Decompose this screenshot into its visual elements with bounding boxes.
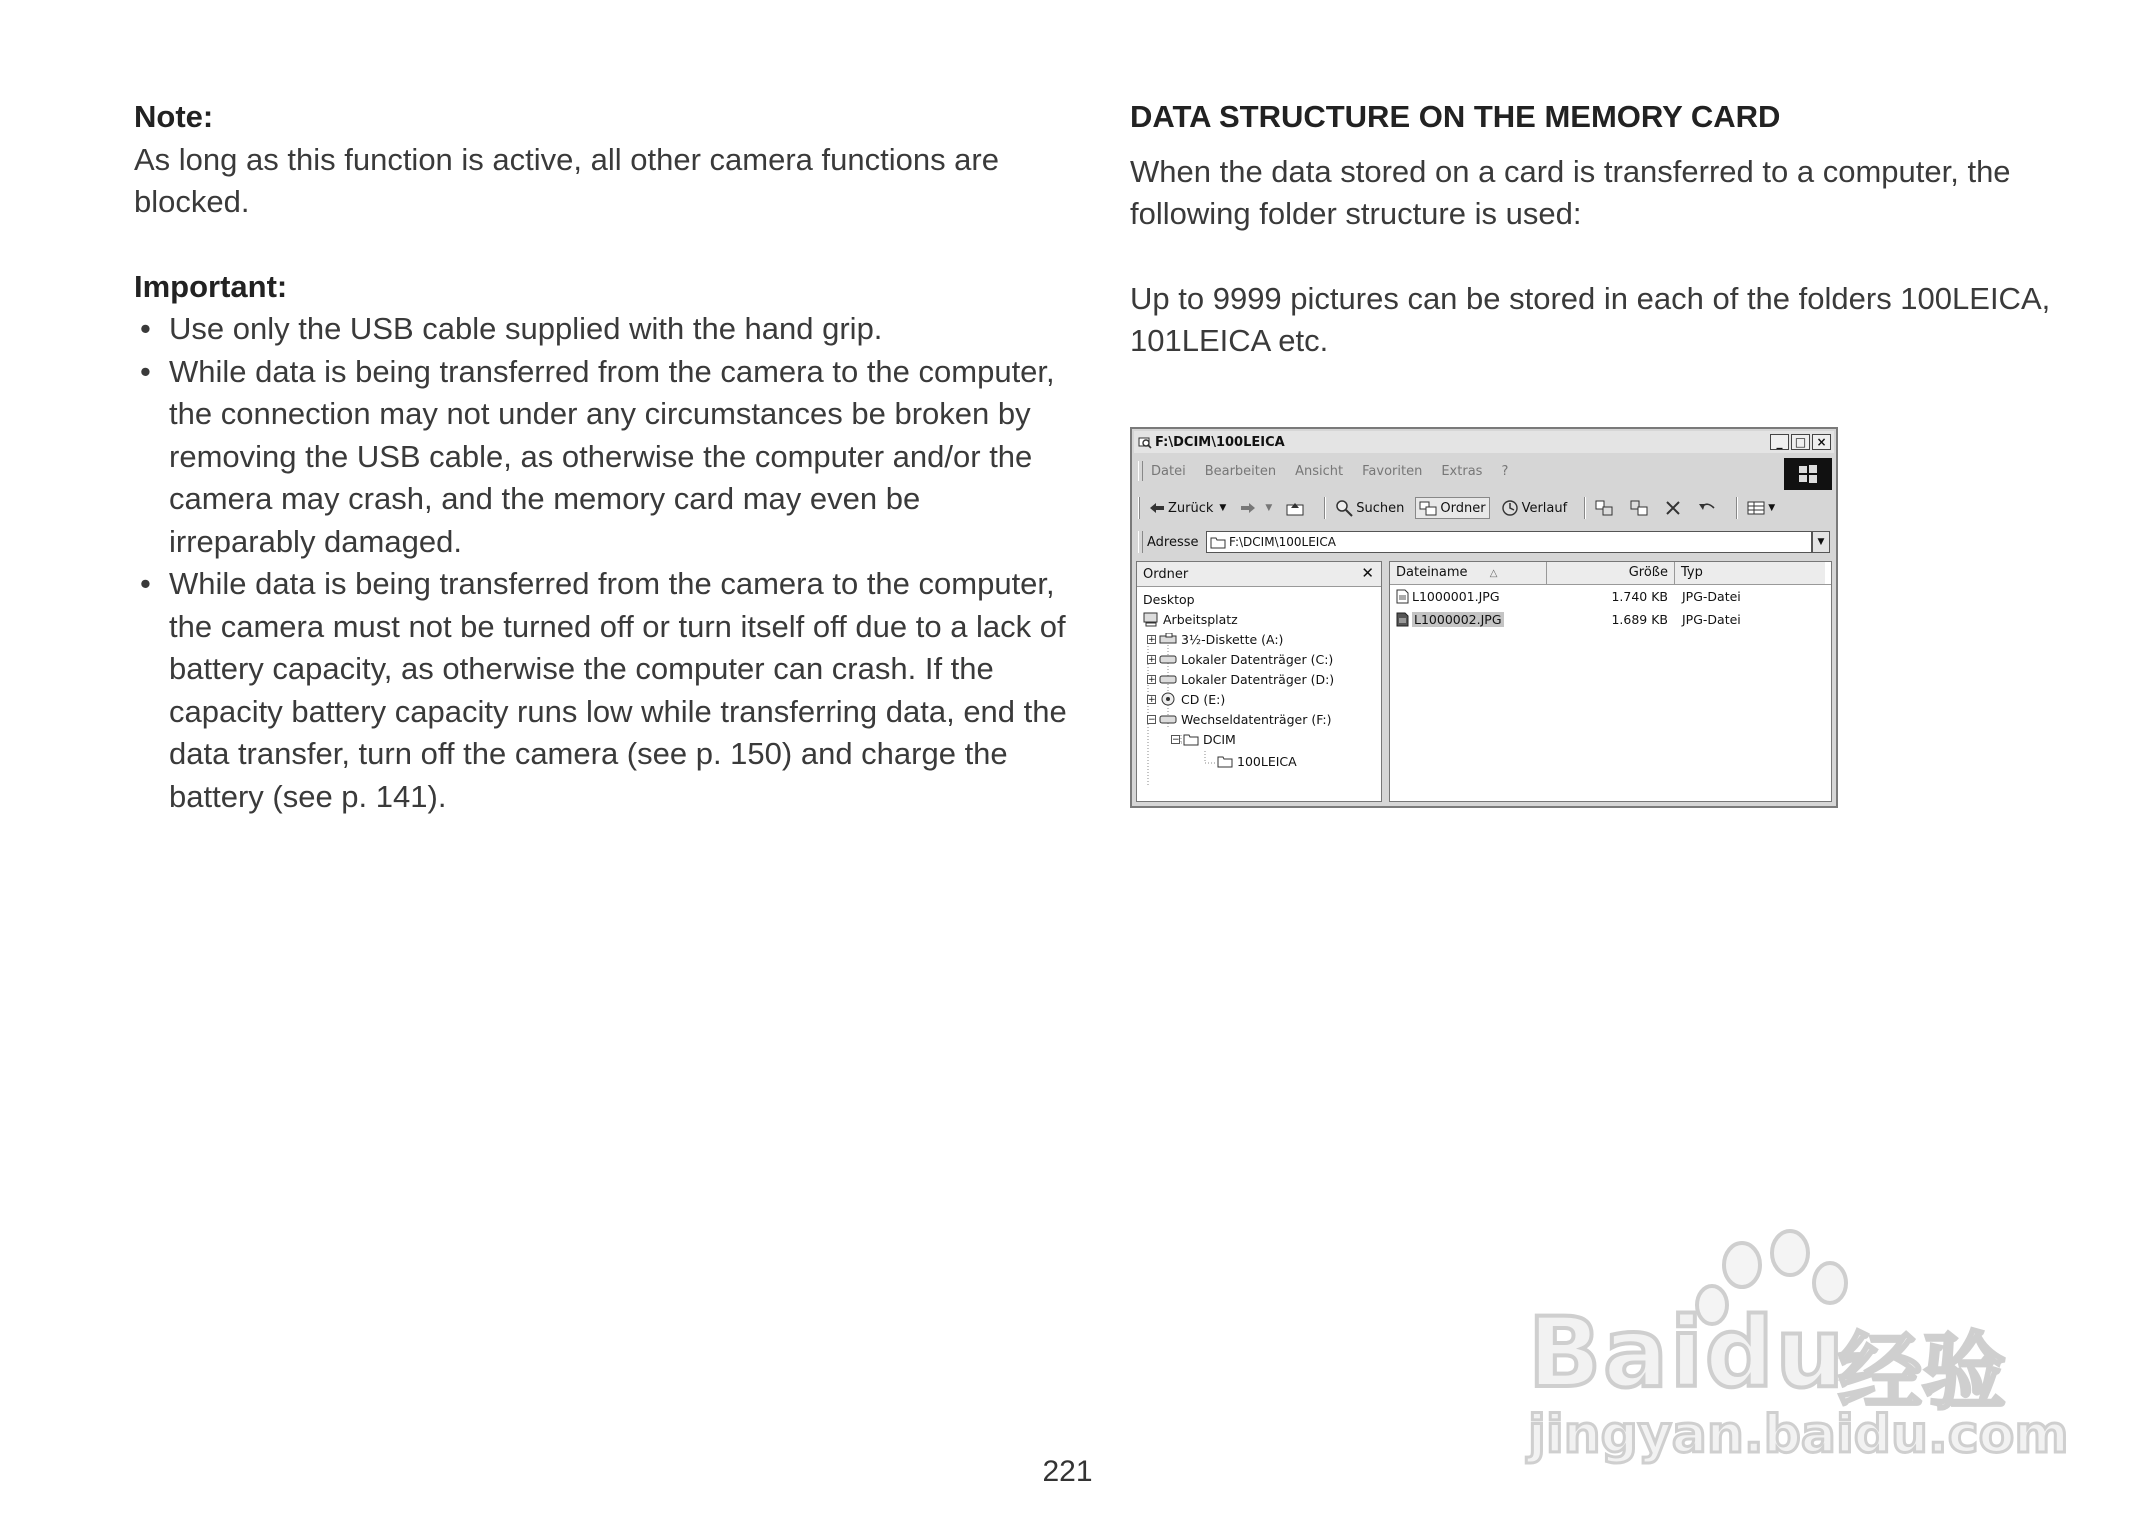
tree-item-label: Lokaler Datenträger (D:): [1181, 671, 1335, 687]
menu-datei[interactable]: Datei: [1151, 463, 1186, 479]
baidu-watermark: [1520, 1225, 2069, 1465]
copy-to-icon: [1630, 500, 1648, 516]
cd-drive-icon: [1159, 691, 1177, 707]
tree-item-100leica[interactable]: [1217, 751, 1297, 771]
watermark-brand: Baidu: [1528, 1297, 1846, 1409]
tree-item-drive-d[interactable]: [1147, 669, 1334, 689]
list-item: [134, 351, 1074, 564]
menu-extras[interactable]: Extras: [1441, 463, 1483, 479]
back-arrow-icon: [1149, 502, 1165, 514]
tree-item-label: CD (E:): [1181, 691, 1226, 707]
left-column: [134, 96, 1074, 818]
file-row[interactable]: [1390, 585, 1831, 608]
file-size: 1.740 KB: [1611, 589, 1668, 604]
dropdown-arrow-icon[interactable]: ▼: [1768, 503, 1776, 513]
important-heading: Important:: [134, 268, 288, 304]
folders-label: Ordner: [1440, 500, 1486, 516]
dropdown-arrow-icon[interactable]: ▼: [1265, 503, 1273, 513]
back-label: Zurück: [1168, 500, 1214, 516]
tree-item-label: Arbeitsplatz: [1163, 611, 1238, 627]
forward-button[interactable]: [1237, 500, 1275, 516]
tree-item-label: DCIM: [1203, 731, 1236, 747]
menu-ansicht[interactable]: Ansicht: [1295, 463, 1344, 479]
search-button[interactable]: [1332, 497, 1407, 519]
folders-pane: [1136, 561, 1382, 802]
file-size: 1.689 KB: [1611, 612, 1668, 627]
windows-logo-icon: [1784, 458, 1832, 490]
folder-capacity-text: Up to 9999 pictures can be stored in each of the folders 100LEICA, 101LEICA etc.: [1130, 280, 2051, 358]
important-list: [134, 308, 1074, 818]
bullet-text: Use only the USB cable supplied with the hand grip.: [169, 311, 883, 346]
standard-toolbar: [1134, 493, 1776, 523]
history-label: Verlauf: [1521, 500, 1568, 516]
removable-drive-icon: [1159, 714, 1177, 724]
address-value: F:\DCIM\100LEICA: [1229, 535, 1336, 549]
address-dropdown-button[interactable]: ▼: [1812, 531, 1830, 553]
maximize-button[interactable]: □: [1791, 434, 1810, 450]
undo-icon: [1698, 501, 1716, 515]
folders-pane-header: [1137, 562, 1381, 587]
views-grid-icon: [1747, 500, 1765, 516]
folder-icon: [1210, 536, 1226, 549]
collapse-minus-icon[interactable]: −: [1172, 734, 1180, 745]
tree-item-desktop[interactable]: [1143, 589, 1195, 609]
hard-drive-icon: [1159, 654, 1177, 664]
page-number: 221: [1042, 1455, 1093, 1488]
tree-item-drive-f[interactable]: [1147, 709, 1332, 729]
bullet-icon: •: [140, 311, 151, 346]
file-row[interactable]: [1390, 608, 1831, 631]
folders-button[interactable]: [1415, 497, 1489, 519]
tree-item-dcim[interactable]: [1171, 729, 1236, 749]
tree-item-label: Wechseldatenträger (F:): [1181, 711, 1332, 727]
back-button[interactable]: [1146, 499, 1229, 518]
move-to-icon: [1595, 500, 1613, 516]
tree-item-label: 3½-Diskette (A:): [1181, 631, 1284, 647]
column-header-name[interactable]: [1390, 562, 1547, 584]
up-folder-button[interactable]: [1283, 498, 1310, 518]
column-header-size[interactable]: Größe: [1547, 562, 1675, 584]
sort-ascending-icon: △: [1489, 568, 1498, 579]
file-name: L1000002.JPG: [1414, 612, 1502, 627]
toolbar-grip[interactable]: [1138, 531, 1143, 553]
tree-item-label: Desktop: [1143, 591, 1195, 607]
folder-icon: [1183, 733, 1199, 746]
bullet-text: While data is being transferred from the camera to the computer, the connection may not under any circumstances be broken by removing the USB cable, as otherwise the computer and/or the camera may crash, and the memory card may even be irreparably damaged.: [169, 353, 1055, 559]
tree-item-label: 100LEICA: [1237, 753, 1297, 769]
right-column: [1130, 96, 2060, 363]
copy-to-button[interactable]: [1627, 498, 1654, 518]
minimize-button[interactable]: _: [1770, 434, 1789, 450]
up-folder-icon: [1286, 500, 1304, 516]
folders-icon: [1419, 500, 1437, 516]
toolbar-separator: [1584, 497, 1586, 519]
expand-plus-icon[interactable]: +: [1148, 694, 1156, 705]
column-label: Dateiname: [1396, 565, 1468, 580]
file-name: L1000001.JPG: [1412, 589, 1500, 604]
address-label: Adresse: [1147, 534, 1199, 550]
file-type: JPG-Datei: [1682, 612, 1741, 627]
folders-pane-title: Ordner: [1143, 566, 1189, 582]
address-bar: [1134, 528, 1834, 556]
file-list-header: [1390, 562, 1831, 585]
dropdown-arrow-icon[interactable]: ▼: [1219, 503, 1227, 513]
watermark-url: jingyan.baidu.com: [1528, 1405, 2069, 1465]
tree-item-floppy[interactable]: [1147, 629, 1283, 649]
expand-plus-icon[interactable]: +: [1148, 634, 1156, 645]
floppy-drive-icon: [1159, 633, 1177, 645]
toolbar-separator: [1324, 497, 1326, 519]
views-button[interactable]: [1744, 498, 1778, 518]
list-item: [134, 308, 1074, 351]
undo-button[interactable]: [1695, 499, 1722, 517]
bullet-text: While data is being transferred from the camera to the computer, the camera must not be turned off or turn itself off due to a lack of battery capacity, as otherwise the computer can crash. If the capacity battery capacity runs low while transferring data, end the data transfer, turn off the camera (see p. 150) and charge the battery (see p. 141).: [169, 566, 1067, 814]
tree-item-drive-c[interactable]: [1147, 649, 1333, 669]
search-icon: [1335, 499, 1353, 517]
window-title: F:\DCIM\100LEICA: [1155, 434, 1285, 450]
tree-item-label: Lokaler Datenträger (C:): [1181, 651, 1334, 667]
column-header-type[interactable]: Typ: [1675, 562, 1825, 584]
watermark-chinese: 经验: [1838, 1325, 2007, 1419]
toolbar-grip[interactable]: [1138, 497, 1140, 519]
menu-favoriten[interactable]: Favoriten: [1362, 463, 1423, 479]
tree-item-arbeitsplatz[interactable]: [1143, 609, 1238, 629]
menu-bar: [1134, 458, 1834, 484]
note-heading: Note:: [134, 99, 214, 134]
explorer-window: [1130, 427, 1838, 808]
title-bar: [1134, 431, 1834, 453]
toolbar-separator: [1736, 497, 1738, 519]
tree-item-cd-e[interactable]: [1147, 689, 1225, 709]
file-list-pane: [1389, 561, 1832, 802]
note-text: As long as this function is active, all other camera functions are blocked.: [134, 141, 999, 219]
forward-arrow-icon: [1240, 502, 1256, 514]
expand-plus-icon[interactable]: +: [1148, 654, 1156, 665]
delete-button[interactable]: [1662, 498, 1687, 518]
bullet-icon: •: [140, 353, 151, 389]
folder-search-icon: [1138, 435, 1152, 449]
address-input[interactable]: [1206, 531, 1812, 553]
list-item: [134, 563, 1074, 818]
move-to-button[interactable]: [1592, 498, 1619, 518]
hard-drive-icon: [1159, 674, 1177, 684]
close-button[interactable]: ×: [1812, 434, 1831, 450]
menu-bearbeiten[interactable]: Bearbeiten: [1204, 463, 1277, 479]
history-icon: [1501, 499, 1519, 517]
computer-icon: [1143, 612, 1159, 627]
bullet-icon: •: [140, 566, 151, 601]
delete-x-icon: [1665, 500, 1681, 516]
file-type: JPG-Datei: [1682, 589, 1741, 604]
jpg-file-icon: [1396, 612, 1409, 627]
menu-help[interactable]: ?: [1501, 463, 1509, 479]
history-button[interactable]: [1498, 497, 1571, 519]
search-label: Suchen: [1356, 500, 1405, 516]
toolbar-grip[interactable]: [1138, 461, 1143, 481]
section-title: DATA STRUCTURE ON THE MEMORY CARD: [1130, 99, 1781, 134]
structure-intro: When the data stored on a card is transferred to a computer, the following folder structure is used:: [1130, 153, 2011, 231]
expand-plus-icon[interactable]: +: [1148, 674, 1156, 685]
folder-icon: [1217, 755, 1233, 768]
jpg-file-icon: [1396, 589, 1409, 604]
close-pane-icon[interactable]: ✕: [1361, 564, 1374, 582]
collapse-minus-icon[interactable]: −: [1148, 714, 1156, 725]
